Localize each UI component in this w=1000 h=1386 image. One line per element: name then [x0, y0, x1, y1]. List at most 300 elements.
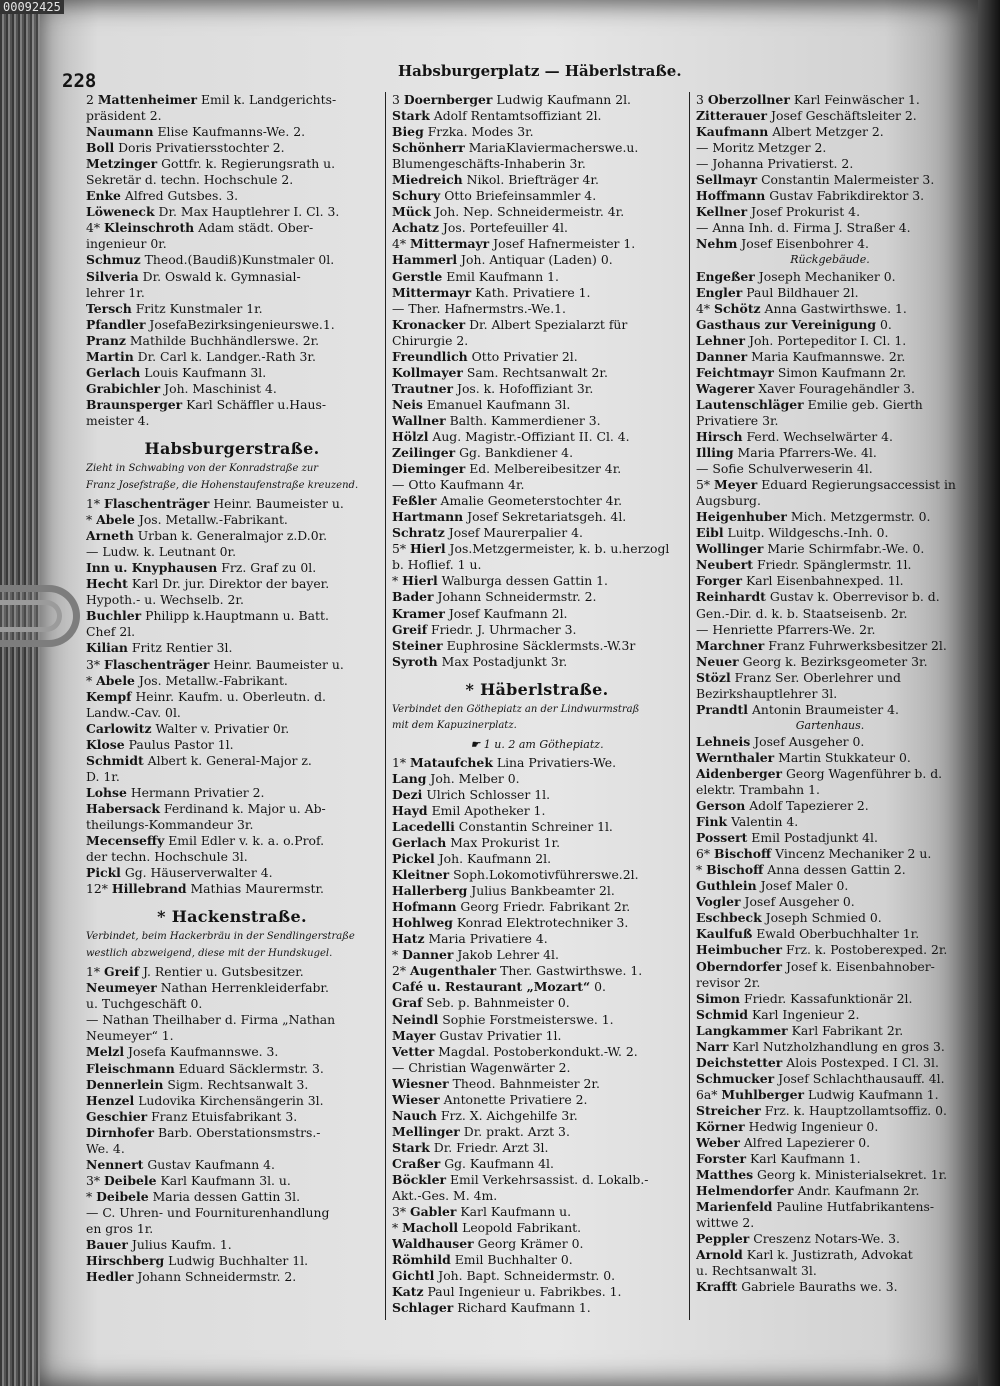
resident-name: Miedreich	[392, 172, 463, 188]
directory-entry	[392, 1204, 682, 1220]
directory-entry	[86, 769, 378, 785]
street-description: westlich abzweigend, diese mit der Hundskugel.	[86, 947, 333, 959]
directory-entry	[392, 269, 682, 285]
resident-name: Doernberger	[403, 92, 493, 107]
resident-details: Simon Kaufmann 2r.	[777, 364, 907, 380]
resident-details: Rückgebäude.	[790, 253, 870, 267]
resident-name: Lohse	[86, 784, 127, 800]
directory-entry	[392, 638, 682, 654]
directory-entry	[696, 252, 964, 268]
directory-entry	[696, 365, 964, 381]
resident-name: Hedler	[86, 1269, 134, 1285]
house-number: *	[696, 862, 703, 878]
resident-name: Kaulfuß	[696, 926, 753, 942]
directory-entry	[696, 606, 964, 622]
directory-entry	[696, 670, 964, 686]
resident-details: Frz. Graf zu 0l.	[221, 560, 317, 576]
house-number: 6*	[696, 846, 711, 862]
resident-details: Karl Eisenbahnexped. 1l.	[745, 573, 904, 589]
resident-details: Constantin Malermeister 3.	[761, 172, 935, 188]
resident-details: Akt.-Ges. M. 4m.	[392, 1188, 498, 1204]
directory-entry	[392, 899, 682, 915]
resident-name: Schmucker	[696, 1070, 775, 1086]
directory-entry	[86, 413, 378, 429]
resident-name: Hirsch	[696, 428, 743, 444]
resident-details: Hypoth.- u. Wechselb. 2r.	[86, 592, 244, 608]
resident-name: Vogler	[696, 894, 741, 910]
resident-details: Gg. Bankdiener 4.	[459, 445, 574, 461]
directory-entry	[696, 1247, 964, 1263]
resident-details: Joseph Schmied 0.	[765, 910, 882, 926]
resident-details: Walburga dessen Gattin 1.	[441, 573, 608, 589]
house-number: *	[392, 947, 399, 963]
directory-entry	[696, 782, 964, 798]
directory-entry	[86, 1237, 378, 1253]
directory-entry	[696, 509, 964, 525]
resident-name: Pranz	[86, 332, 126, 348]
directory-entry	[86, 673, 378, 689]
directory-entry	[696, 910, 964, 926]
resident-name: Schmid	[696, 1006, 748, 1022]
resident-details: Joh. Nep. Schneidermeistr. 4r.	[434, 204, 625, 220]
directory-entry	[86, 204, 378, 220]
directory-entry	[86, 753, 378, 769]
resident-details: Joseph Mechaniker 0.	[758, 268, 896, 284]
resident-details: Hermann Privatier 2.	[130, 784, 265, 800]
directory-entry	[696, 942, 964, 958]
resident-details: Bezirkshauptlehrer 3l.	[696, 685, 838, 701]
resident-name: Reinhardt	[696, 589, 766, 605]
directory-entry	[86, 92, 378, 108]
resident-details: Georg k. Ministerialsekret. 1r.	[757, 1167, 948, 1183]
directory-entry	[696, 461, 964, 477]
directory-entry	[392, 172, 682, 188]
directory-entry	[86, 737, 378, 753]
resident-details: Antonin Braumeister 4.	[751, 701, 899, 717]
resident-name: Hecht	[86, 576, 128, 592]
column-3	[696, 92, 964, 1362]
resident-name: Nehm	[696, 236, 738, 252]
resident-details: Julius Bankbeamter 2l.	[471, 883, 615, 899]
resident-name: Katz	[392, 1284, 424, 1300]
directory-entry	[86, 980, 378, 996]
resident-details: Emil Apotheker 1.	[431, 802, 546, 818]
directory-entry	[696, 654, 964, 670]
resident-name: Neuer	[696, 653, 739, 669]
directory-entry	[392, 1252, 682, 1268]
directory-entry	[86, 705, 378, 721]
directory-entry	[392, 333, 682, 349]
resident-name: Langkammer	[696, 1022, 788, 1038]
house-number: 4*	[696, 300, 711, 316]
directory-entry	[696, 429, 964, 445]
directory-entry	[696, 894, 964, 910]
resident-name: Deichstetter	[696, 1054, 783, 1070]
resident-name: Schury	[392, 188, 441, 204]
resident-details: Neumeyer“ 1.	[86, 1028, 174, 1044]
directory-entry	[86, 640, 378, 656]
resident-details: Maria Kaufmannswe. 2r.	[751, 348, 906, 364]
resident-details: b. Hoflief. 1 u.	[392, 557, 482, 573]
resident-name: Guthlein	[696, 878, 757, 894]
directory-entry	[696, 525, 964, 541]
resident-details: Frz. k. Hauptzollamtsoffiz. 0.	[764, 1102, 947, 1118]
resident-name: Feßler	[392, 493, 437, 509]
directory-entry	[696, 381, 964, 397]
resident-name: Wagerer	[696, 380, 755, 396]
resident-details: 0.	[594, 979, 606, 995]
directory-entry	[392, 1028, 682, 1044]
resident-name: Kleinschroth	[104, 220, 195, 236]
directory-entry	[696, 156, 964, 172]
directory-entry	[696, 1007, 964, 1023]
directory-entry	[392, 204, 682, 220]
resident-name: Löweneck	[86, 204, 155, 220]
directory-entry	[392, 1220, 682, 1236]
directory-entry	[86, 865, 378, 881]
resident-name: Hammerl	[392, 252, 458, 268]
resident-name: Schmidt	[86, 752, 144, 768]
directory-entry	[86, 1012, 378, 1028]
resident-details: — Christian Wagenwärter 2.	[392, 1059, 571, 1075]
book-right-edge	[978, 0, 1000, 1386]
resident-name: Schratz	[392, 525, 445, 541]
house-number: 4*	[86, 220, 101, 236]
directory-entry	[696, 878, 964, 894]
resident-name: Kleitner	[392, 867, 450, 883]
directory-entry	[696, 269, 964, 285]
directory-entry	[86, 624, 378, 640]
resident-name: Geschier	[86, 1108, 148, 1124]
resident-details: Gen.-Dir. d. k. b. Staatseisenb. 2r.	[696, 605, 908, 621]
directory-entry	[86, 1077, 378, 1093]
resident-name: Steiner	[392, 637, 443, 653]
resident-name: Bauer	[86, 1237, 128, 1253]
resident-details: wittwe 2.	[696, 1215, 755, 1231]
book-spine-edge	[0, 0, 40, 1386]
resident-details: Friedr. J. Uhrmacher 3.	[430, 621, 577, 637]
resident-details: Karl Ingenieur 2.	[751, 1006, 860, 1022]
resident-details: Eduard Regierungsaccessist in	[761, 477, 956, 493]
directory-entry	[86, 817, 378, 833]
directory-entry	[696, 1023, 964, 1039]
directory-entry	[86, 365, 378, 381]
resident-name: Mittermayr	[410, 236, 490, 252]
directory-entry	[86, 269, 378, 285]
resident-details: Balth. Kammerdiener 3.	[449, 412, 601, 428]
resident-details: Jos.Metzgermeister, k. b. u.herzogl	[449, 541, 670, 557]
resident-name: Hillebrand	[111, 881, 187, 897]
resident-details: Gustav Kaufmann 4.	[147, 1156, 275, 1172]
resident-details: Ferdinand k. Major u. Ab-	[163, 800, 326, 816]
directory-entry	[86, 657, 378, 673]
resident-name: Eibl	[696, 525, 724, 541]
directory-entry	[86, 156, 378, 172]
resident-name: Flaschenträger	[104, 496, 210, 512]
directory-entry	[392, 509, 682, 525]
resident-details: Anna dessen Gattin 2.	[767, 862, 906, 878]
resident-name: Kempf	[86, 688, 132, 704]
street-description: Verbindet den Göthepiatz an der Lindwurmstraß	[392, 703, 640, 715]
directory-entry	[696, 493, 964, 509]
directory-entry	[86, 252, 378, 268]
resident-name: Hatz	[392, 931, 425, 947]
resident-name: Narr	[696, 1038, 729, 1054]
resident-name: Neumeyer	[86, 980, 157, 996]
directory-entry	[392, 883, 682, 899]
resident-name: Krafft	[696, 1279, 738, 1295]
resident-name: Habersack	[86, 800, 160, 816]
resident-name: Zeilinger	[392, 445, 456, 461]
directory-entry	[86, 1028, 378, 1044]
directory-entry	[392, 1108, 682, 1124]
resident-details: Elise Kaufmanns-We. 2.	[157, 124, 306, 140]
resident-name: Kellner	[696, 204, 748, 220]
house-number: 2*	[392, 963, 407, 979]
resident-name: Stark	[392, 1139, 430, 1155]
directory-entry	[696, 108, 964, 124]
resident-details: elektr. Trambahn 1.	[696, 782, 820, 798]
resident-details: — Henriette Pfarrers-We. 2r.	[696, 621, 876, 637]
resident-details: Sekretär d. techn. Hochschule 2.	[86, 172, 294, 188]
resident-name: Hartmann	[392, 509, 464, 525]
directory-entry	[696, 1071, 964, 1087]
resident-details: Josef Geschäftsleiter 2.	[771, 108, 917, 124]
resident-details: Mathilde Buchhändlerswe. 2r.	[129, 332, 320, 348]
resident-name: Augenthaler	[410, 963, 497, 979]
resident-details: Karl Kaufmann 3l. u.	[160, 1172, 291, 1188]
resident-name: Danner	[402, 947, 454, 963]
directory-entry	[392, 285, 682, 301]
house-number: 1*	[392, 754, 407, 770]
resident-details: Otto Privatier 2l.	[471, 348, 578, 364]
directory-entry	[86, 1269, 378, 1285]
directory-entry	[696, 622, 964, 638]
resident-details: Gartenhaus.	[795, 718, 865, 732]
resident-name: Buchler	[86, 608, 142, 624]
resident-name: Illing	[696, 445, 734, 461]
resident-details: — Moritz Metzger 2.	[696, 140, 827, 156]
resident-name: Körner	[696, 1119, 745, 1134]
resident-details: Andr. Kaufmann 2r.	[797, 1183, 920, 1199]
resident-name: Arnold	[696, 1247, 743, 1263]
resident-details: Joh. Melber 0.	[430, 770, 520, 786]
resident-name: Hölzl	[392, 428, 429, 444]
directory-entry	[392, 654, 682, 670]
resident-name: Deibele	[96, 1188, 149, 1204]
resident-details: Barb. Oberstationsmstrs.-	[157, 1124, 321, 1140]
resident-details: JosefaBezirksingenieurswe.1.	[149, 316, 335, 332]
directory-entry	[392, 963, 682, 979]
directory-entry	[696, 285, 964, 301]
directory-entry	[696, 188, 964, 204]
resident-details: Leopold Fabrikant.	[462, 1220, 582, 1236]
directory-entry	[696, 541, 964, 557]
resident-details: Mathias Maurermstr.	[190, 881, 324, 897]
resident-details: Chirurgie 2.	[392, 332, 469, 348]
resident-details: Gottfr. k. Regierungsrath u.	[161, 156, 336, 172]
resident-name: Böckler	[392, 1172, 446, 1187]
resident-details: Magdal. Postoberkondukt.-W. 2.	[438, 1043, 638, 1059]
resident-details: — Ther. Hafnermstrs.-We.1.	[392, 300, 566, 316]
resident-details: We. 4.	[86, 1140, 125, 1156]
resident-details: Eduard Säcklermstr. 3.	[178, 1060, 324, 1076]
resident-name: Bieg	[392, 124, 424, 140]
directory-entry	[696, 830, 964, 846]
resident-details: Emil Kaufmann 1.	[446, 268, 559, 284]
directory-entry	[392, 573, 682, 589]
resident-details: Constantin Schreiner 1l.	[458, 818, 613, 834]
resident-name: Inn u. Knyphausen	[86, 560, 218, 576]
resident-details: Ed. Melbereibesitzer 4r.	[469, 461, 622, 477]
directory-entry	[86, 317, 378, 333]
resident-details: Marie Schirmfabr.-We. 0.	[767, 541, 925, 557]
directory-entry	[392, 1284, 682, 1300]
resident-name: Lehneis	[696, 733, 751, 749]
resident-name: Mellinger	[392, 1123, 460, 1139]
resident-name: Dennerlein	[86, 1076, 164, 1092]
resident-name: Achatz	[392, 220, 439, 236]
directory-entry	[86, 833, 378, 849]
directory-entry	[86, 220, 378, 236]
directory-entry	[696, 1135, 964, 1151]
directory-entry	[392, 108, 682, 124]
resident-details: Richard Kaufmann 1.	[457, 1300, 591, 1316]
resident-details: Joh. Antiquar (Laden) 0.	[461, 252, 613, 268]
directory-entry	[392, 1060, 682, 1076]
resident-name: Mecenseffy	[86, 833, 165, 849]
directory-entry	[696, 862, 964, 878]
directory-entry	[696, 991, 964, 1007]
resident-details: Creszenz Notars-We. 3.	[753, 1231, 900, 1247]
resident-details: Josef Kaufmann 2l.	[448, 605, 568, 621]
street-description: Zieht in Schwabing von der Konradstraße zur	[86, 463, 319, 475]
resident-name: Kronacker	[392, 316, 466, 332]
resident-name: Waldhauser	[392, 1236, 474, 1252]
resident-name: Trautner	[392, 380, 454, 396]
directory-entry	[696, 124, 964, 140]
directory-entry	[696, 638, 964, 654]
directory-entry	[392, 188, 682, 204]
resident-details: Privatiere 3r.	[696, 412, 779, 428]
resident-details: Anna Gastwirthswe. 1.	[764, 300, 907, 316]
resident-name: Greif	[392, 621, 428, 637]
house-number: 6a*	[696, 1086, 718, 1102]
street-description: Verbindet, beim Hackerbräu in der Sendlingerstraße	[86, 931, 355, 943]
resident-details: Alfred Gutsbes. 3.	[124, 188, 239, 204]
document-id: 00092425	[0, 0, 64, 14]
directory-entry	[86, 1189, 378, 1205]
resident-name: Stark	[392, 108, 430, 124]
directory-entry	[86, 1205, 378, 1221]
directory-entry	[696, 1103, 964, 1119]
resident-details: Heinr. Baumeister u.	[213, 656, 344, 672]
resident-details: Frz. X. Aichgehilfe 3r.	[440, 1107, 578, 1123]
resident-name: Stözl	[696, 669, 731, 685]
house-number: 3*	[86, 656, 101, 672]
directory-entry	[392, 1156, 682, 1172]
house-number: 5*	[392, 541, 407, 557]
resident-details: Ludwig Kaufmann 2l.	[496, 92, 631, 107]
resident-details: Konrad Elektrotechniker 3.	[456, 915, 629, 931]
resident-details: Pauline Hutfabrikantens-	[776, 1199, 935, 1215]
resident-details: lehrer 1r.	[86, 284, 145, 300]
resident-name: Gabler	[410, 1204, 457, 1220]
resident-details: 0.	[880, 316, 892, 332]
resident-details: Emanuel Kaufmann 3l.	[426, 396, 571, 412]
resident-details: — Nathan Theilhaber d. Firma „Nathan	[86, 1012, 336, 1028]
resident-details: MariaKlaviermacherswe.u.	[468, 140, 639, 156]
resident-details: Valentin 4.	[731, 814, 799, 830]
resident-details: Sigm. Rechtsanwalt 3.	[167, 1076, 309, 1092]
directory-entry	[392, 252, 682, 268]
directory-entry	[392, 1092, 682, 1108]
resident-name: Bader	[392, 589, 434, 605]
resident-details: — C. Uhren- und Fourniturenhandlung	[86, 1204, 330, 1220]
directory-entry	[86, 996, 378, 1012]
directory-entry	[86, 188, 378, 204]
directory-entry	[392, 1300, 682, 1316]
resident-details: Alois Postexped. I Cl. 3l.	[786, 1054, 939, 1070]
resident-name: Pickel	[392, 851, 435, 867]
resident-name: Forger	[696, 573, 742, 589]
resident-details: Georg Wagenführer b. d.	[785, 765, 943, 781]
directory-entry	[392, 819, 682, 835]
resident-name: Hayd	[392, 802, 428, 818]
directory-entry	[86, 512, 378, 528]
resident-name: Gichtl	[392, 1268, 435, 1284]
resident-details: Joh. Bapt. Schneidermstr. 0.	[438, 1268, 616, 1284]
directory-entry	[696, 959, 964, 975]
directory-entry	[86, 1253, 378, 1269]
directory-entry	[392, 413, 682, 429]
resident-details: — Ludw. k. Leutnant 0r.	[86, 544, 237, 560]
resident-name: Wiesner	[392, 1075, 449, 1091]
resident-details: Alfred Lapezierer 0.	[743, 1135, 871, 1151]
resident-name: Naumann	[86, 124, 154, 140]
directory-entry	[696, 445, 964, 461]
directory-entry	[392, 317, 682, 333]
directory-entry	[86, 285, 378, 301]
column-2	[392, 92, 682, 1362]
resident-name: Wallner	[392, 412, 446, 428]
resident-name: Gerlach	[392, 835, 447, 851]
resident-details: Gustav Fabrikdirektor 3.	[769, 188, 925, 204]
resident-details: u. Rechtsanwalt 3l.	[696, 1263, 817, 1279]
directory-entry	[86, 576, 378, 592]
resident-details: Louis Kaufmann 3l.	[144, 364, 267, 380]
directory-entry	[86, 592, 378, 608]
directory-entry	[86, 560, 378, 576]
directory-entry	[86, 528, 378, 544]
resident-details: Euphrosine Säcklermsts.-W.3r	[446, 637, 636, 653]
directory-entry	[86, 1109, 378, 1125]
resident-name: Pickl	[86, 865, 121, 881]
directory-entry	[696, 1151, 964, 1167]
directory-entry	[392, 156, 682, 172]
resident-name: Grabichler	[86, 380, 161, 396]
directory-entry	[696, 589, 964, 605]
directory-entry	[696, 718, 964, 734]
resident-details: meister 4.	[86, 412, 150, 428]
resident-details: Dr. Albert Spezialarzt für	[469, 316, 628, 332]
house-number: 3*	[392, 1204, 407, 1220]
resident-name: Hierl	[410, 541, 446, 557]
directory-entry	[86, 349, 378, 365]
resident-details: revisor 2r.	[696, 974, 761, 990]
directory-entry	[696, 1215, 964, 1231]
column-rule	[385, 92, 386, 1320]
